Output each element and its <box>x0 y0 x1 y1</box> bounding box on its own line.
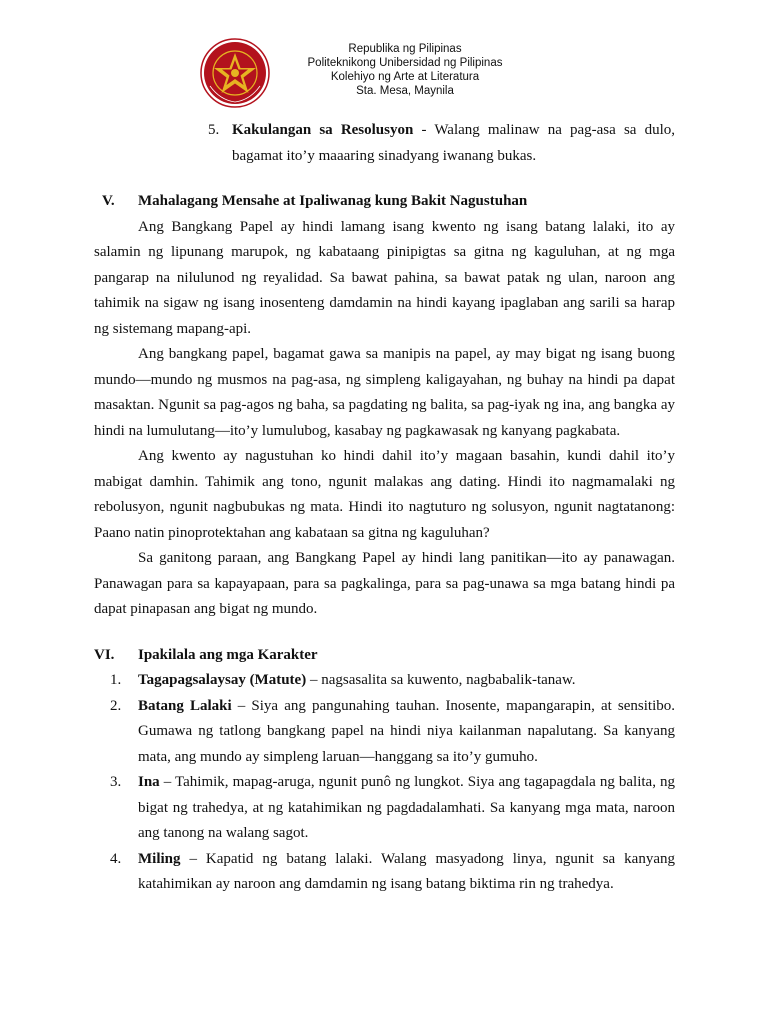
item-text: – nagsasalita sa kuwento, nagbabalik-tanaw. <box>306 672 576 688</box>
item-term: Batang Lalaki <box>138 697 232 714</box>
paragraph: Sa ganitong paraan, ang Bangkang Papel ay hindi lang panitikan—ito ay panawagan. Panawagan para sa kapayapaan, para sa pagkalinga, para sa pag-unawa sa mga batang hindi pa dapat pinapasan ang bigat ng mundo. <box>94 550 675 617</box>
item-text: – Kapatid ng batang lalaki. Walang masyadong linya, ngunit sa kanyang katahimikan ay naroon ang damdamin ng isang batang biktima rin ng trahedya. <box>138 850 675 892</box>
character-list <box>94 668 675 898</box>
paragraph: Ang bangkang papel, bagamat gawa sa manipis na papel, ay may bigat ng isang buong mundo—mundo ng musmos na pag-asa, ng simpleng kaligayahan, ng buhay na hindi pa dapat masaktan. Ngunit sa pag-agos ng baha, sa pagdating ng balita, sa pag-iyak ng ina, ang bangka ay hindi na lumulutang—ito’y lumulubog, kasabay ng pagkawasak ng kanyang pagkabata. <box>94 346 675 439</box>
header-line-2: Politeknikong Unibersidad ng Pilipinas <box>307 57 503 69</box>
section-numeral: V. <box>102 193 115 209</box>
list-number: 4. <box>110 850 122 867</box>
page-header <box>200 38 560 106</box>
section-heading-v <box>94 189 675 215</box>
list-number: 1. <box>110 672 122 688</box>
header-line-3: Kolehiyo ng Arte at Literatura <box>330 71 480 83</box>
item-text: – Siya ang pangunahing tauhan. Inosente, mapangarapin, at sensitibo. Gumawa ng tatlong bangkang papel na hindi niya kailanman napalutang. Sa kanyang mata, ang mundo ay simpleng laruan—hanggang sa ito’y gumuho. <box>138 697 675 765</box>
list-item-kakulangan <box>94 118 675 169</box>
header-line-4: Sta. Mesa, Maynila <box>356 85 454 97</box>
university-seal-icon <box>200 38 270 108</box>
header-line-1: Republika ng Pilipinas <box>348 43 462 55</box>
list-item <box>94 668 675 694</box>
paragraph: Ang Bangkang Papel ay hindi lamang isang kwento ng isang batang lalaki, ito ay salamin ng lipunang marupok, ng kabataang pinipigtas sa gitna ng kaguluhan, at ng mga pangarap na nilulunod ng reyalidad. Sa bawat pahina, sa bawat patak ng ulan, naroon ang tahimik na sigaw ng isang inosenteng damdamin na hindi kayang ipaglaban ang sarili sa harap ng sistemang mapang-api. <box>94 218 675 337</box>
paragraph: Ang kwento ay nagustuhan ko hindi dahil ito’y magaan basahin, kundi dahil ito’y mabigat damhin. Tahimik ang tono, ngunit malakas ang dating. Hindi ito nagmamalaki ng rebolusyon, ngunit nagbubukas ng mata. Hindi ito nagtuturo ng solusyon, ngunit nagtatanong: Paano natin pinoprotektahan ang kabataan sa gitna ng kaguluhan? <box>94 448 675 541</box>
item-term: Miling <box>138 850 181 867</box>
list-number: 3. <box>110 774 122 790</box>
section-title: Mahalagang Mensahe at Ipaliwanag kung Bakit Nagustuhan <box>138 193 528 209</box>
item-term: Ina <box>138 774 160 790</box>
list-item <box>94 770 675 847</box>
list-number: 2. <box>110 697 122 714</box>
list-item <box>94 694 675 771</box>
item-text: - Walang malinaw na pag-asa sa dulo, bagamat ito’y maaaring sinadyang iwanang bukas. <box>232 122 675 164</box>
section-title: Ipakilala ang mga Karakter <box>138 646 318 663</box>
item-term: Tagapagsalaysay (Matute) <box>138 672 307 688</box>
item-text: – Tahimik, mapag-aruga, ngunit punô ng lungkot. Siya ang tagapagdala ng balita, ng bigat ng trahedya, at ng katahimikan ng pagdadalamhati. Sa kanyang mga mata, naroon ang tanong na walang sagot. <box>138 774 675 841</box>
section-v-body <box>94 215 675 623</box>
list-number: 5. <box>208 122 220 138</box>
item-term: Kakulangan sa Resolusyon <box>232 122 414 138</box>
document-body <box>94 118 675 898</box>
section-heading-vi <box>94 643 675 669</box>
section-numeral: VI. <box>94 646 115 663</box>
list-item <box>94 847 675 898</box>
institution-lines <box>280 42 530 98</box>
